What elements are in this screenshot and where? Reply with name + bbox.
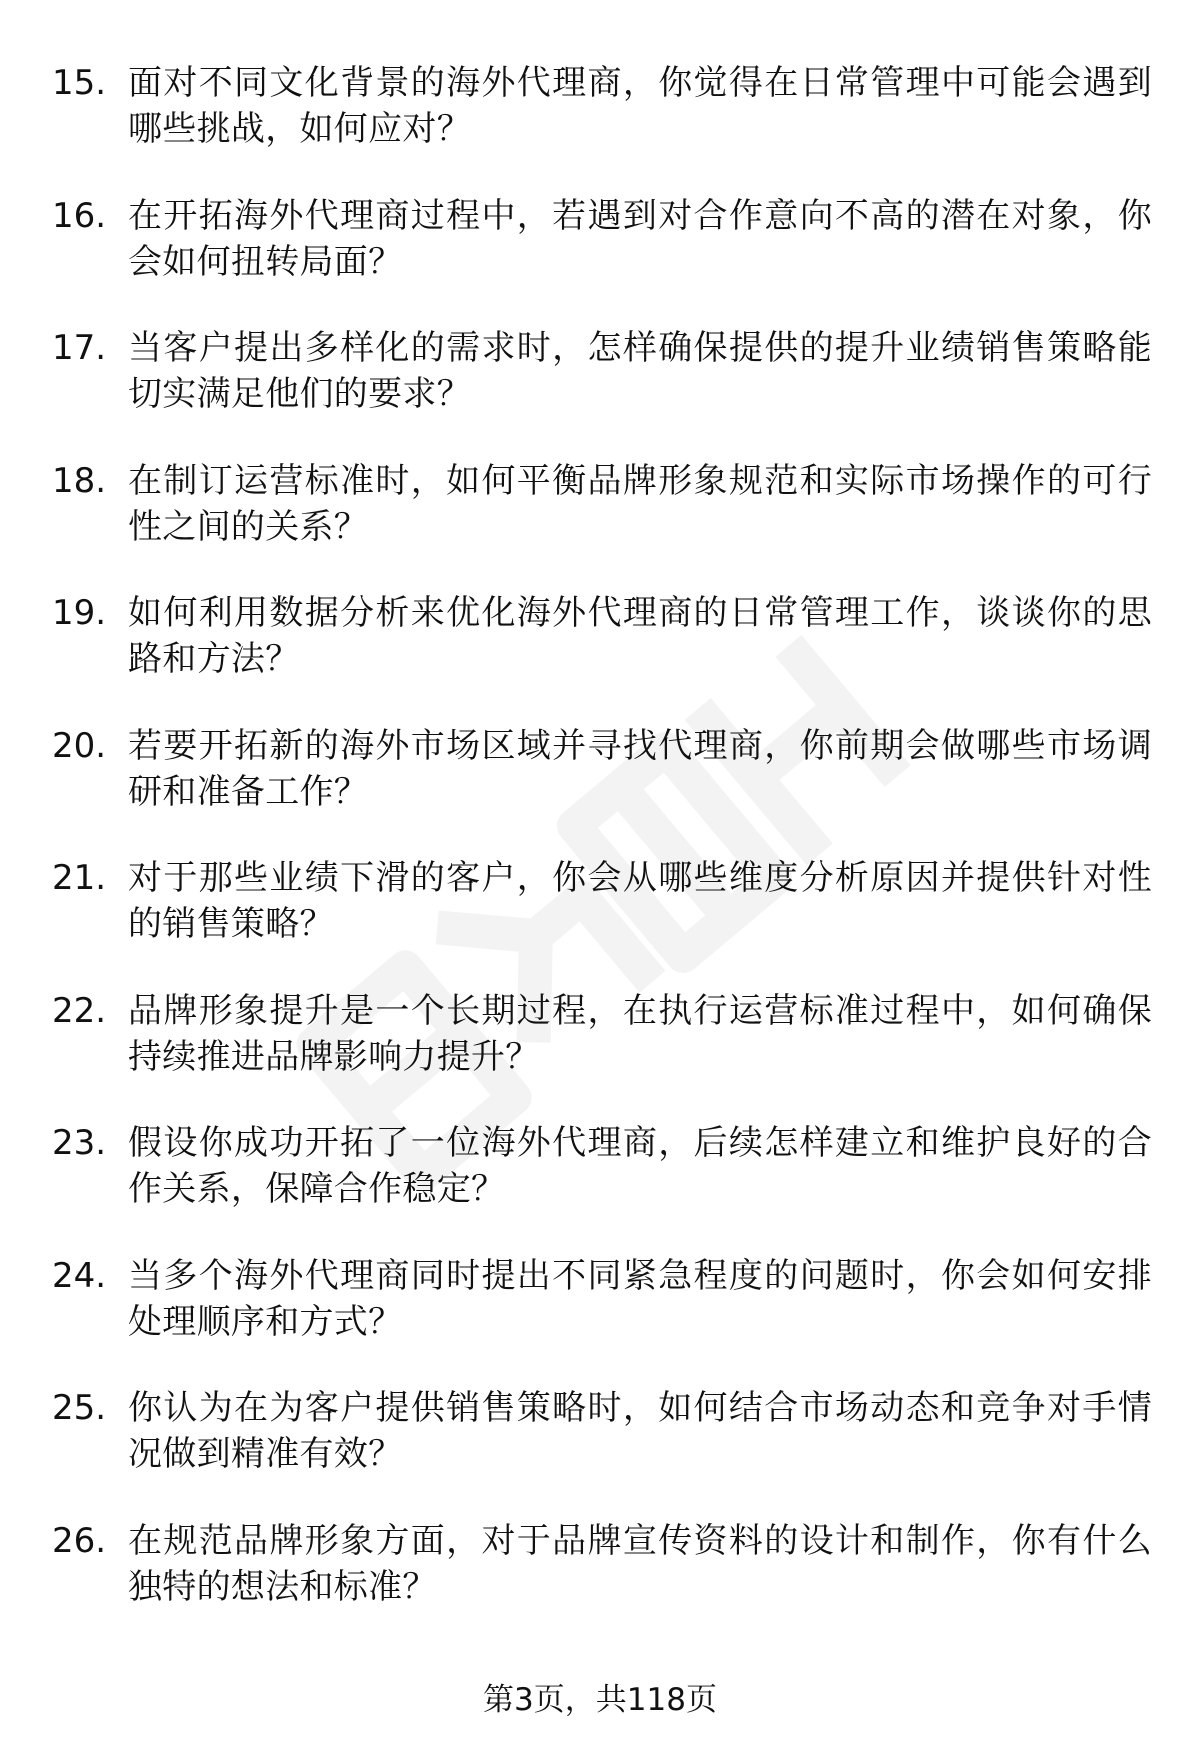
question-item [52, 325, 1152, 417]
question-text: 品牌形象提升是一个长期过程，在执行运营标准过程中，如何确保持续推进品牌影响力提升？ [128, 990, 1152, 1077]
question-number: 26. [52, 1520, 107, 1561]
page-number-footer: 第3页，共118页 [483, 1682, 717, 1718]
question-item [52, 1385, 1152, 1477]
question-text: 在开拓海外代理商过程中，若遇到对合作意向不高的潜在对象，你会如何扭转局面？ [128, 195, 1152, 282]
question-text: 对于那些业绩下滑的客户，你会从哪些维度分析原因并提供针对性的销售策略？ [128, 858, 1152, 944]
question-text: 假设你成功开拓了一位海外代理商，后续怎样建立和维护良好的合作关系，保障合作稳定？ [128, 1123, 1152, 1209]
question-number: 21. [52, 858, 107, 898]
question-text: 当多个海外代理商同时提出不同紧急程度的问题时，你会如何安排处理顺序和方式？ [128, 1255, 1152, 1342]
question-item [52, 458, 1152, 550]
question-item [52, 590, 1152, 682]
question-item [52, 1253, 1152, 1345]
question-list [52, 60, 1152, 1650]
question-item [52, 723, 1152, 815]
question-number: 19. [52, 593, 107, 633]
question-text: 若要开拓新的海外市场区域并寻找代理商，你前期会做哪些市场调研和准备工作？ [128, 725, 1152, 812]
question-number: 22. [52, 990, 107, 1031]
question-number: 24. [52, 1255, 107, 1296]
question-number: 16. [52, 195, 107, 236]
question-text: 当客户提出多样化的需求时，怎样确保提供的提升业绩销售策略能切实满足他们的要求？ [128, 328, 1152, 414]
question-number: 20. [52, 725, 107, 766]
question-number: 23. [52, 1123, 107, 1163]
question-item [52, 1518, 1152, 1610]
question-number: 17. [52, 328, 107, 368]
question-text: 在规范品牌形象方面，对于品牌宣传资料的设计和制作，你有什么独特的想法和标准？ [128, 1520, 1152, 1607]
question-item [52, 193, 1152, 285]
question-text: 你认为在为客户提供销售策略时，如何结合市场动态和竞争对手情况做到精准有效？ [128, 1388, 1152, 1474]
question-text: 在制订运营标准时，如何平衡品牌形象规范和实际市场操作的可行性之间的关系？ [128, 460, 1152, 547]
question-text: 如何利用数据分析来优化海外代理商的日常管理工作，谈谈你的思路和方法？ [128, 593, 1152, 679]
question-number: 25. [52, 1388, 107, 1428]
question-text: 面对不同文化背景的海外代理商，你觉得在日常管理中可能会遇到哪些挑战，如何应对？ [128, 63, 1152, 149]
question-item [52, 855, 1152, 947]
question-item [52, 60, 1152, 152]
question-item [52, 988, 1152, 1080]
question-number: 15. [52, 63, 107, 103]
question-number: 18. [52, 460, 107, 501]
question-item [52, 1120, 1152, 1212]
